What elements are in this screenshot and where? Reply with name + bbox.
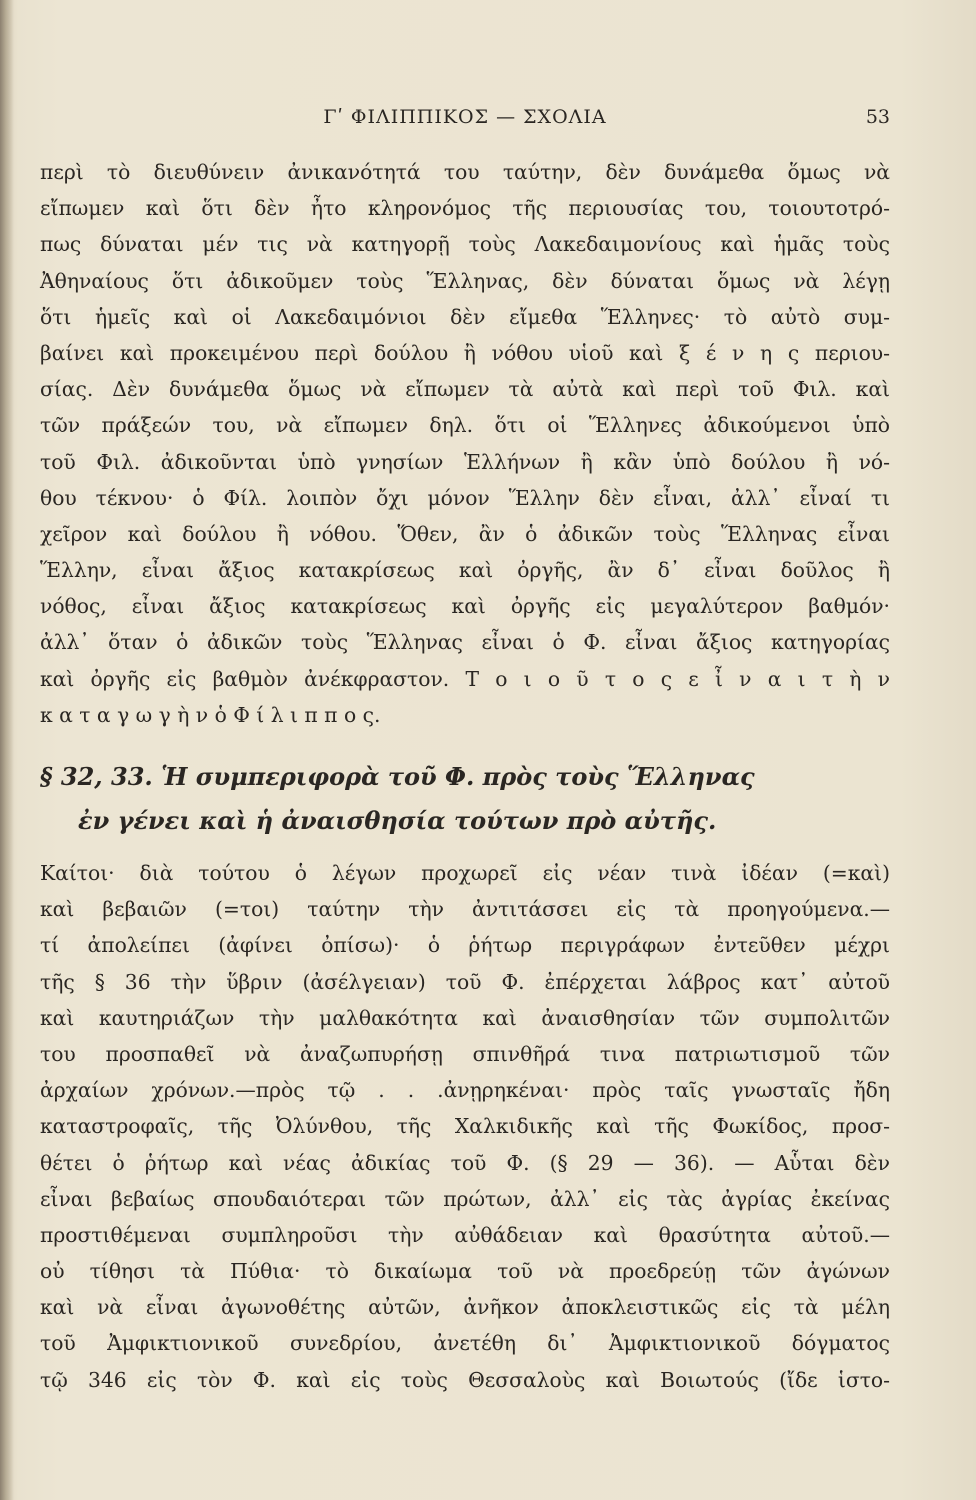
- text-line: του προσπαθεῖ νὰ ἀναζωπυρήσῃ σπινθῆρά τινα πατριωτισμοῦ τῶν: [40, 1041, 890, 1066]
- text-line: ὅτι ἡμεῖς καὶ οἱ Λακεδαιμόνιοι δὲν εἴμεθα Ἕλληνες· τὸ αὐτὸ συμ-: [40, 304, 890, 329]
- section-heading-line: ἐν γένει καὶ ἡ ἀναισθησία τούτων πρὸ αὐτῆς.: [78, 806, 717, 835]
- section-heading-line: § 32, 33. Ἡ συμπεριφορὰ τοῦ Φ. πρὸς τοὺς Ἕλληνας: [40, 762, 755, 791]
- text-line: προστιθέμεναι συμπληροῦσι τὴν αὐθάδειαν καὶ θρασύτητα αὐτοῦ.—: [40, 1222, 890, 1247]
- text-line: θου τέκνου· ὁ Φίλ. λοιπὸν ὄχι μόνον Ἕλλην δὲν εἶναι, ἀλλ᾽ εἶναί τι: [40, 485, 890, 510]
- text-line: θέτει ὁ ῥήτωρ καὶ νέας ἀδικίας τοῦ Φ. (§ 29 — 36). — Αὗται δὲν: [40, 1150, 890, 1175]
- page-header: [40, 102, 890, 142]
- text-line: ἀλλ᾽ ὅταν ὁ ἀδικῶν τοὺς Ἕλληνας εἶναι ὁ Φ. εἶναι ἄξιος κατηγορίας: [40, 630, 890, 655]
- commentary-paragraph-1: [40, 154, 890, 733]
- text-line: βαίνει καὶ προκειμένου περὶ δούλου ἢ νόθου υἱοῦ καὶ ξ έ ν η ς περιου-: [40, 340, 890, 365]
- running-head: Γʹ ΦΙΛΙΠΠΙΚΟΣ — ΣΧΟΛΙΑ: [323, 106, 607, 128]
- text-line: Ἕλλην, εἶναι ἄξιος κατακρίσεως καὶ ὀργῆς, ἂν δ᾽ εἶναι δοῦλος ἢ: [40, 558, 890, 583]
- text-line: κ α τ α γ ω γ ὴ ν ὁ Φ ί λ ι π π ο ς.: [40, 702, 381, 727]
- text-line: Καίτοι· διὰ τούτου ὁ λέγων προχωρεῖ εἰς νέαν τινὰ ἰδέαν (=καὶ): [40, 861, 890, 885]
- page-binding-edge: [0, 0, 14, 1500]
- text-line: περὶ τὸ διευθύνειν ἀνικανότητά του ταύτην, δὲν δυνάμεθα ὅμως νὰ: [40, 160, 890, 184]
- text-line: καταστροφαῖς, τῆς Ὀλύνθου, τῆς Χαλκιδικῆς καὶ τῆς Φωκίδος, προσ-: [40, 1114, 890, 1139]
- text-line: τοῦ Ἀμφικτιονικοῦ συνεδρίου, ἀνετέθη δι᾽ Ἀμφικτιονικοῦ δόγματος: [40, 1331, 890, 1356]
- text-line: καὶ βεβαιῶν (=τοι) ταύτην τὴν ἀντιτάσσει εἰς τὰ προηγούμενα.—: [40, 897, 890, 922]
- text-line: εἶναι βεβαίως σπουδαιότεραι τῶν πρώτων, ἀλλ᾽ εἰς τὰς ἀγρίας ἐκείνας: [40, 1186, 890, 1211]
- text-line: τί ἀπολείπει (ἀφίνει ὀπίσω)· ὁ ῥήτωρ περιγράφων ἐντεῦθεν μέχρι: [40, 933, 890, 958]
- text-line: Ἀθηναίους ὅτι ἀδικοῦμεν τοὺς Ἕλληνας, δὲν δύναται ὅμως νὰ λέγῃ: [40, 268, 890, 293]
- text-line: τοῦ Φιλ. ἀδικοῦνται ὑπὸ γνησίων Ἑλλήνων ἢ κἂν ὑπὸ δούλου ἢ νό-: [40, 449, 890, 474]
- text-line: χεῖρον καὶ δούλου ἢ νόθου. Ὅθεν, ἂν ὁ ἀδικῶν τοὺς Ἕλληνας εἶναι: [40, 521, 890, 546]
- text-line: τῆς § 36 τὴν ὕβριν (ἀσέλγειαν) τοῦ Φ. ἐπέρχεται λάβρος κατ᾽ αὐτοῦ: [40, 969, 890, 994]
- text-line: καὶ νὰ εἶναι ἀγωνοθέτης αὐτῶν, ἀνῆκον ἀποκλειστικῶς εἰς τὰ μέλη: [40, 1295, 890, 1320]
- text-line: εἴπωμεν καὶ ὅτι δὲν ἦτο κληρονόμος τῆς περιουσίας του, τοιουτοτρό-: [40, 196, 890, 221]
- text-line: οὐ τίθησι τὰ Πύθια· τὸ δικαίωμα τοῦ νὰ προεδρεύῃ τῶν ἀγώνων: [40, 1259, 890, 1284]
- commentary-paragraph-2: [40, 855, 890, 1398]
- text-line: τῶν πράξεών του, νὰ εἴπωμεν δηλ. ὅτι οἱ Ἕλληνες ἀδικούμενοι ὑπὸ: [40, 413, 890, 438]
- text-line: νόθος, εἶναι ἄξιος κατακρίσεως καὶ ὀργῆς εἰς μεγαλύτερον βαθμόν·: [40, 594, 890, 619]
- text-line: ἀρχαίων χρόνων.—πρὸς τῷ . . .ἀνῃρηκέναι· πρὸς ταῖς γνωσταῖς ἤδη: [40, 1078, 890, 1103]
- text-line: τῷ 346 εἰς τὸν Φ. καὶ εἰς τοὺς Θεσσαλοὺς καὶ Βοιωτούς (ἴδε ἱστο-: [40, 1367, 890, 1392]
- text-line: καὶ ὀργῆς εἰς βαθμὸν ἀνέκφραστον. Τ ο ι ο ῦ τ ο ς ε ἶ ν α ι τ ὴ ν: [40, 666, 890, 691]
- body-text: [40, 154, 890, 1398]
- text-line: πως δύναται μέν τις νὰ κατηγορῇ τοὺς Λακεδαιμονίους καὶ ἡμᾶς τοὺς: [40, 232, 890, 257]
- page-number: 53: [865, 106, 890, 128]
- section-heading: [40, 755, 890, 843]
- text-line: σίας. Δὲν δυνάμεθα ὅμως νὰ εἴπωμεν τὰ αὐτὰ καὶ περὶ τοῦ Φιλ. καὶ: [40, 377, 890, 402]
- text-line: καὶ καυτηριάζων τὴν μαλθακότητα καὶ ἀναισθησίαν τῶν συμπολιτῶν: [40, 1005, 890, 1030]
